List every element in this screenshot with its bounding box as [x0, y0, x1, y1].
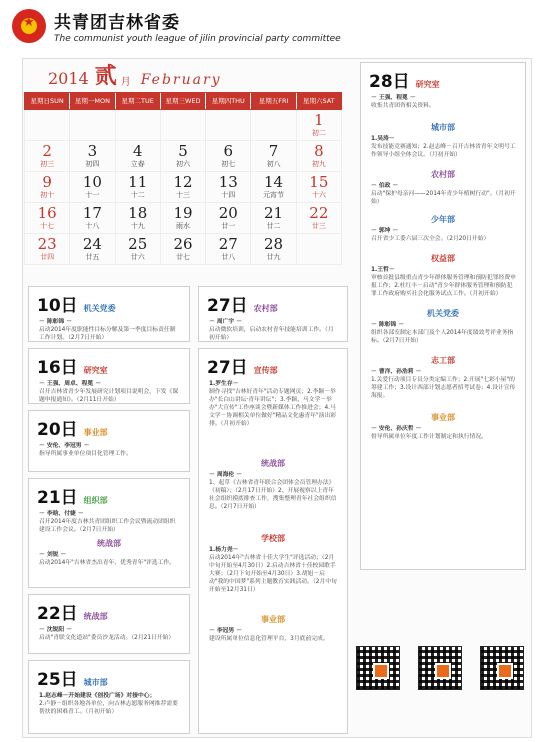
calendar-month-mark: 月: [120, 77, 131, 88]
day-number: 9: [42, 173, 52, 191]
event-dept: 农村部: [253, 304, 278, 313]
lunar-date: 廿二: [266, 222, 281, 230]
sub-dept: 机关党委: [427, 309, 459, 318]
event-text: 启动"青联文化道站"委员沙龙活动。（2月21日开始）: [39, 635, 175, 641]
event-person: 1.罗生存－: [209, 381, 239, 387]
sub-dept: 事业部: [261, 615, 285, 624]
calendar-day-cell[interactable]: [25, 172, 70, 203]
day-number: 10: [82, 173, 102, 191]
sub-dept: 农村部: [431, 170, 455, 179]
event-day: 27日: [207, 358, 248, 378]
calendar-month-en: February: [140, 72, 222, 88]
calendar-year: 2014: [48, 69, 89, 88]
sub-dept: 统战部: [261, 459, 285, 468]
event-person: － 李晗、付婕 －: [39, 511, 84, 517]
event-box-21: [28, 478, 190, 588]
day-number: 13: [218, 173, 238, 191]
lunar-date: 初十: [40, 191, 55, 199]
calendar-day-cell[interactable]: [161, 172, 206, 203]
calendar-day-cell[interactable]: [25, 234, 70, 265]
lunar-date: 元宵节: [263, 191, 285, 199]
event-box-25: [28, 660, 190, 734]
event-text: 制作寻找"吉林好青年"活动专题网页；2.李颖－举办"长白山讲坛·青年讲坛"；3.李颖、马文学－举办"大宣传"工作座谈会暨新媒体工作推进会；4.马文学－协调相关单位做好"精品文化惠青年"演出彩排。（月初开始）: [209, 389, 337, 427]
calendar-empty-cell: [297, 234, 342, 265]
lunar-date: 十二: [130, 191, 145, 199]
event-text: 启动2014年度职能性目标分解及第一季度目标责任制工作计划。（2月7日开始）: [39, 327, 176, 341]
calendar-day-cell[interactable]: [206, 172, 251, 203]
event-person: － 周广宇 －: [209, 319, 243, 325]
day-number: 14: [264, 173, 284, 191]
event-day: 27日: [207, 296, 248, 316]
sub-dept: 学校部: [261, 534, 285, 543]
event-text: 1.关爱行动项目专员分类定编工作；2.开展"七彩小屋"的筹建工作；3.设计西部计划志愿者招考试卷；4.设计宣传海报。: [371, 377, 516, 399]
event-person: － 安伦、李冠男 －: [39, 443, 90, 449]
calendar-day-cell[interactable]: [251, 172, 296, 203]
event-box-20: [28, 410, 190, 472]
event-day: 22日: [37, 604, 78, 624]
event-person: 1.王哲－: [371, 267, 395, 273]
day-number: 25: [128, 235, 148, 253]
event-text: 收集共青团咨相关资料。: [371, 103, 435, 109]
day-number: 4: [132, 142, 143, 160]
calendar-day-cell[interactable]: [206, 234, 251, 265]
event-text: 召开2014年度吉林共青团组织工作会议暨流动团组织建设工作会议。（2月7日开始）: [39, 519, 176, 533]
event-dept: 宣传部: [253, 366, 278, 375]
day-number: 22: [309, 204, 329, 222]
calendar-day-cell[interactable]: [297, 141, 342, 172]
event-day: 16日: [37, 358, 78, 378]
event-text: 召开省少工委六届三次全会。（2月20日开始）: [371, 236, 490, 242]
calendar-empty-cell: [25, 110, 70, 141]
lunar-date: 初二: [311, 129, 326, 137]
day-number: 12: [173, 173, 193, 191]
lunar-date: 十九: [130, 222, 145, 230]
event-day: 28日: [369, 72, 410, 92]
event-text: 发布技能竞赛通知；2.赵志峰－召开吉林省青年文明号工作领导小组全体会议。（月初开始）: [371, 144, 516, 158]
header: [12, 6, 532, 46]
day-number: 18: [128, 204, 148, 222]
calendar-empty-cell: [161, 110, 206, 141]
day-number: 23: [37, 235, 57, 253]
weekday-label: 星期三WED: [161, 93, 206, 109]
day-number: 17: [82, 204, 102, 222]
event-person: 1.吴涛－: [371, 136, 395, 142]
day-number: 7: [268, 142, 279, 160]
calendar-day-cell[interactable]: [251, 203, 296, 234]
weekday-label: 星期一MON: [70, 93, 115, 109]
event-day: 10日: [37, 296, 78, 316]
lunar-date: 初七: [221, 160, 236, 168]
lunar-date: 廿五: [85, 253, 100, 261]
org-title-en: The communist youth league of jilin provincial party committee: [54, 34, 341, 44]
calendar-empty-cell: [70, 110, 115, 141]
calendar-day-cell[interactable]: [70, 141, 115, 172]
lunar-date: 初九: [311, 160, 326, 168]
calendar-day-cell[interactable]: [206, 141, 251, 172]
event-text: 1、起草《吉林省青年联合会团体会员管理办法》（初稿）；（2月17日开始）2、开展视察以上青年社会组织摸底排查工作，搜集整理青年社会组织信息。（2月7日开始）: [209, 480, 337, 510]
calendar-header: [24, 60, 342, 88]
calendar-empty-cell: [251, 110, 296, 141]
event-person: － 李冠男 －: [209, 628, 243, 634]
event-text: 启动2014年"吉林省十佳大学生"评选活动；（2月中旬开始至4月30日）2.启动吉林省十佳校园歌手大赛；（2月下旬开始至4月30日）3.胡旭－启动"我的中国梦"系列主题教育实践活动。（2月中旬开始至12月31日）: [209, 555, 337, 593]
event-person: － 王强、周卓、程冕 －: [39, 381, 102, 387]
lunar-date: 十四: [221, 191, 236, 199]
sub-dept: 事业部: [431, 413, 455, 422]
calendar-day-cell[interactable]: [251, 141, 296, 172]
calendar-day-cell[interactable]: [70, 203, 115, 234]
event-person: － 陈彰锦 －: [371, 322, 405, 328]
sub-dept: 统战部: [97, 539, 121, 548]
event-person: － 王强、程冕 －: [371, 95, 416, 101]
event-box-22: [28, 594, 190, 654]
day-number: 15: [309, 173, 329, 191]
lunar-date: 初八: [266, 160, 281, 168]
event-text: 督导所属单位年度工作计划制定和执行情况。: [371, 434, 487, 440]
calendar-day-cell[interactable]: [161, 203, 206, 234]
calendar-day-cell[interactable]: [161, 234, 206, 265]
event-person: － 伯政 －: [371, 183, 399, 189]
sub-dept: 志工部: [431, 356, 455, 365]
calendar-day-cell[interactable]: [297, 110, 342, 141]
calendar-day-cell[interactable]: [297, 172, 342, 203]
sub-dept: 权益部: [431, 254, 455, 263]
event-person: 1.赵志峰－开始建设《创投广场》对接中心；: [39, 693, 156, 699]
day-number: 8: [314, 142, 324, 160]
event-dept: 组织部: [83, 496, 108, 505]
calendar-grid: [24, 110, 342, 265]
calendar-day-cell[interactable]: [116, 234, 161, 265]
event-dept: 统战部: [83, 612, 108, 621]
event-dept: 城市部: [83, 678, 108, 687]
lunar-date: 廿九: [266, 253, 281, 261]
calendar-day-cell[interactable]: [206, 203, 251, 234]
calendar-day-cell[interactable]: [116, 141, 161, 172]
event-text: 2.卢静－组织各地各单位，向吉林志愿服务网推荐需要帮扶的困难青工。（月初开始）: [39, 701, 178, 715]
lunar-date: 廿八: [221, 253, 236, 261]
event-dept: 机关党委: [83, 304, 116, 313]
day-number: 21: [264, 204, 284, 222]
event-person: － 周海伦 －: [209, 472, 243, 478]
day-number: 24: [82, 235, 102, 253]
day-number: 6: [223, 142, 234, 160]
event-day: 25日: [37, 670, 78, 690]
day-number: 28: [264, 235, 284, 253]
event-dept: 研究室: [83, 366, 108, 375]
event-day: 21日: [37, 488, 78, 508]
calendar-month-cn: 贰: [94, 64, 117, 89]
weekday-label: 星期四THU: [206, 93, 251, 109]
lunar-date: 十三: [175, 191, 190, 199]
lunar-date: 十七: [40, 222, 55, 230]
qr-code-icon[interactable]: [356, 646, 400, 690]
event-person: － 刘锐 －: [39, 552, 67, 558]
calendar-day-cell[interactable]: [25, 141, 70, 172]
event-dept: 研究室: [415, 80, 440, 89]
qr-code-row: [356, 646, 524, 690]
day-number: 3: [87, 142, 98, 160]
weekday-label: 星期二TUE: [116, 93, 161, 109]
event-text: 召开吉林省青少年发展研究计划项目说明会，下发《课题申报通知》。（2月11日开始）: [39, 389, 179, 403]
weekday-header: [24, 92, 342, 110]
event-person: － 陈彰锦 －: [39, 319, 73, 325]
event-text: 启动微软培训，启动农村青年技能培训工作。（月初开始）: [209, 327, 334, 341]
day-number: 26: [173, 235, 193, 253]
day-number: 16: [37, 204, 57, 222]
weekday-label: 星期六SAT: [297, 93, 341, 109]
sub-dept: 少年部: [431, 215, 455, 224]
event-box-10: [28, 286, 190, 342]
lunar-date: 十一: [85, 191, 100, 199]
event-person: － 沈锐阳 －: [39, 627, 73, 633]
calendar-day-cell[interactable]: [25, 203, 70, 234]
day-number: 1: [314, 111, 324, 129]
lunar-date: 廿六: [130, 253, 145, 261]
calendar-day-cell[interactable]: [70, 234, 115, 265]
title-block: [54, 8, 341, 44]
lunar-date: 初四: [85, 160, 100, 168]
day-number: 20: [218, 204, 238, 222]
event-box-28: [360, 62, 526, 570]
event-text: 启动2014年"吉林省杰出青年、优秀青年"评选工作。: [39, 560, 176, 566]
lunar-date: 廿一: [221, 222, 236, 230]
event-text: 建设所属单位信息化管理平台，3月底前完成。: [209, 636, 329, 642]
weekday-label: 星期日SUN: [25, 93, 70, 109]
lunar-date: 十八: [85, 222, 100, 230]
calendar-day-cell[interactable]: [297, 203, 342, 234]
lunar-date: 立春: [130, 160, 145, 168]
event-box-27a: [198, 286, 348, 342]
event-text: 审核首批县级重点青少年群体服务管理和预防犯罪经费申报工作；2.杜红丰－启动"青少年群体服务管理和预防犯罪工作政府购买社会化服务试点工作。（月初开始）: [371, 275, 516, 297]
event-box-16: [28, 348, 190, 404]
lunar-date: 雨水: [175, 222, 190, 230]
qr-code-icon[interactable]: [480, 646, 524, 690]
day-number: 27: [218, 235, 238, 253]
lunar-date: 廿四: [40, 253, 55, 261]
day-number: 19: [173, 204, 193, 222]
day-number: 11: [128, 173, 148, 191]
calendar-day-cell[interactable]: [161, 141, 206, 172]
calendar-empty-cell: [116, 110, 161, 141]
lunar-date: 初六: [175, 160, 190, 168]
sub-dept: 城市部: [431, 123, 455, 132]
event-person: － 郭坤 －: [371, 228, 399, 234]
day-number: 2: [42, 142, 52, 160]
lunar-date: 廿七: [175, 253, 190, 261]
event-day: 20日: [37, 420, 78, 440]
org-title-cn: 共青团吉林省委: [54, 13, 180, 33]
calendar-day-cell[interactable]: [116, 172, 161, 203]
event-text: 指导所属事业单位项目化管理工作。: [39, 451, 132, 457]
event-person: 1.杨力尧－: [209, 547, 239, 553]
lunar-date: 廿三: [311, 222, 326, 230]
event-dept: 事业部: [83, 428, 108, 437]
calendar-day-cell[interactable]: [116, 203, 161, 234]
event-text: 组织各部室制定本部门及个人2014年度绩效考评业务指标。（2月7日开始）: [371, 330, 514, 344]
event-person: － 曹洋、孙浩莉 －: [371, 369, 422, 375]
calendar-empty-cell: [206, 110, 251, 141]
qr-code-icon[interactable]: [418, 646, 462, 690]
event-box-27b: [198, 348, 348, 734]
event-text: 启动"保护母亲河——2014年青少年植树行动"。（月初开始）: [371, 191, 516, 205]
league-emblem-icon: [12, 9, 46, 43]
weekday-label: 星期五FRI: [251, 93, 296, 109]
lunar-date: 十六: [311, 191, 326, 199]
day-number: 5: [178, 142, 188, 160]
event-person: － 安伦、孙庆哲 －: [371, 426, 422, 432]
month-calendar: [24, 60, 342, 270]
calendar-day-cell[interactable]: [251, 234, 296, 265]
calendar-day-cell[interactable]: [70, 172, 115, 203]
lunar-date: 初三: [40, 160, 55, 168]
